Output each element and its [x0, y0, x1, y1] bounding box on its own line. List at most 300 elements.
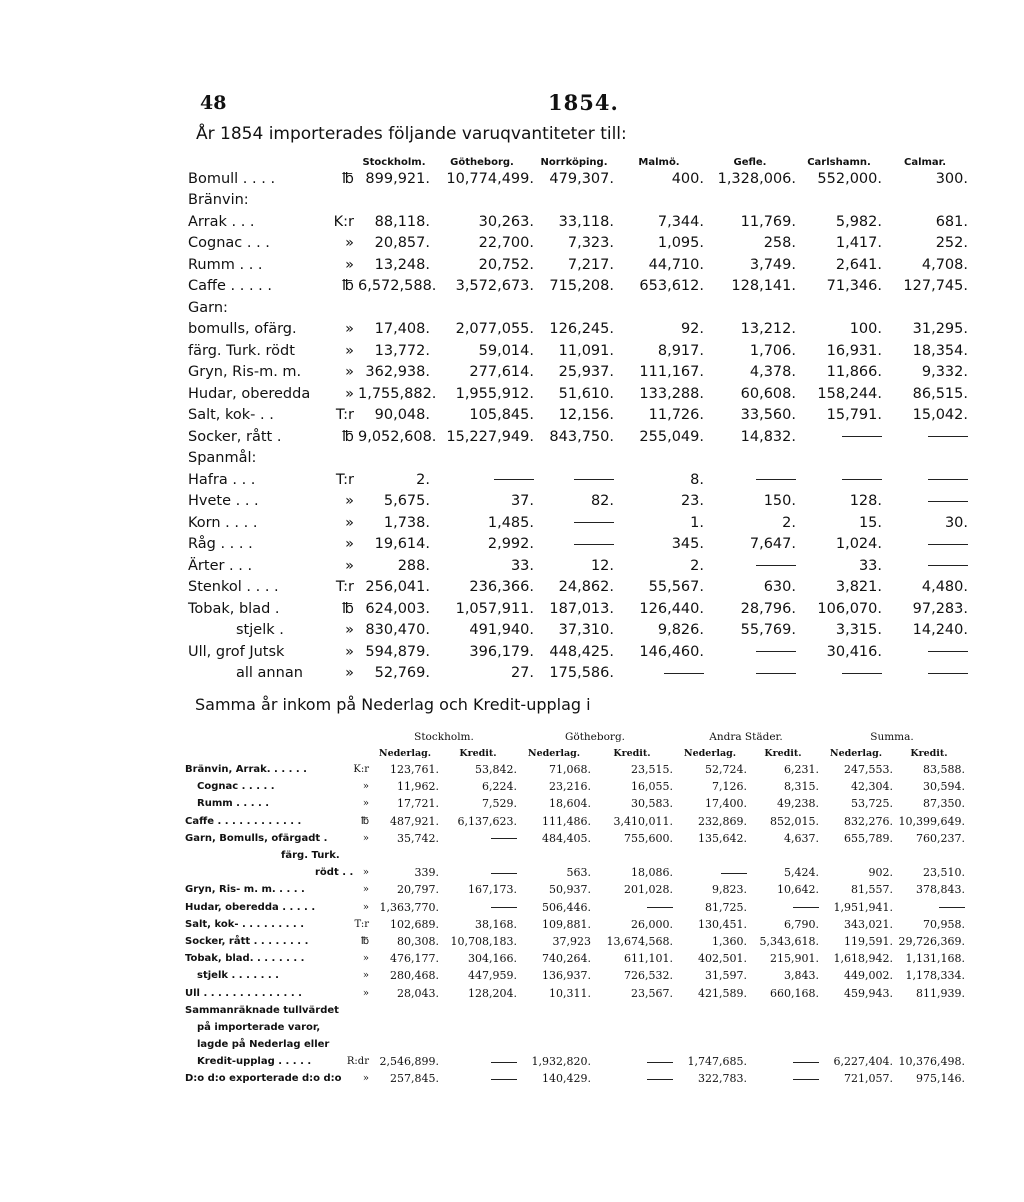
dash-mark [574, 544, 614, 545]
row-label: Korn . . . . [188, 514, 258, 531]
table-cell: 10,708,183. [450, 934, 517, 948]
table-cell: 12,156. [558, 407, 614, 424]
row-label: färg. Turk. [281, 850, 340, 862]
table-cell: 59,014. [478, 342, 534, 359]
table-cell [591, 1036, 673, 1053]
table-cell [673, 847, 747, 864]
table-cell [819, 1019, 893, 1036]
table-cell [534, 512, 614, 534]
table-cell: 4,637. [784, 831, 819, 845]
table-row [188, 598, 968, 620]
row-unit: R:dr [346, 1056, 369, 1068]
table-cell: 5,675. [383, 493, 430, 510]
table-cell: 1,057,911. [455, 600, 534, 617]
row-label: Råg . . . . [188, 536, 253, 553]
table-cell: 449,002. [844, 969, 893, 983]
table-cell [591, 1070, 673, 1087]
table-cell: 10,311. [549, 986, 591, 1000]
table-cell: 119,591. [844, 934, 893, 948]
row-unit: » [362, 798, 369, 810]
table-cell: 86,515. [912, 385, 968, 402]
table-cell: 630. [763, 579, 796, 596]
table-cell [819, 1036, 893, 1053]
table-cell: 288. [397, 557, 430, 574]
table-cell: 87,350. [923, 797, 965, 811]
table-row [185, 847, 965, 864]
table-cell: 339. [414, 866, 439, 880]
table-cell: 2,546,899. [379, 1055, 439, 1069]
row-label: Garn, Bomulls, ofärgadt . [185, 832, 328, 844]
table-cell: 378,843. [916, 883, 965, 897]
table-cell: 70,958. [923, 917, 965, 931]
dash-mark [928, 501, 968, 502]
table-cell: 1,951,941. [833, 900, 893, 914]
table-cell: 3,843. [784, 969, 819, 983]
table-cell: 811,939. [916, 986, 965, 1000]
table-cell [704, 663, 796, 685]
table-cell: 23,567. [631, 986, 673, 1000]
table-cell: 400. [671, 170, 704, 187]
dash-mark [928, 436, 968, 437]
table-cell: 80,308. [397, 934, 439, 948]
table-cell: 7,344. [657, 213, 704, 230]
row-unit: » [345, 536, 354, 553]
table-cell: 111,486. [542, 814, 591, 828]
sub-header: Nederlag. [683, 747, 737, 759]
col-header: Norrköping. [540, 157, 608, 168]
table-cell: 25,937. [558, 364, 614, 381]
table-cell: 1,328,006. [717, 170, 796, 187]
row-label: Caffe . . . . . . . . . . . . [185, 815, 302, 827]
table-cell: 128,141. [731, 278, 796, 295]
table-cell: 90,048. [374, 407, 430, 424]
table-row [188, 211, 968, 233]
dash-mark [574, 479, 614, 480]
table-cell: 9,826. [657, 622, 704, 639]
table-cell [882, 534, 968, 556]
table-cell: 3,572,673. [455, 278, 534, 295]
row-label: Sammanräknade tullvärdet [185, 1004, 339, 1016]
table-cell: 624,003. [365, 600, 430, 617]
row-unit: » [345, 514, 354, 531]
table-cell [747, 847, 819, 864]
table-cell: 1,755,882. [358, 385, 437, 402]
table-row [185, 1036, 965, 1053]
table-row [188, 620, 968, 642]
dash-mark [842, 436, 882, 437]
row-unit: ℔ [360, 815, 369, 827]
row-unit: » [362, 1073, 369, 1085]
row-unit [345, 847, 371, 864]
table-cell: 88,118. [374, 213, 430, 230]
row-unit: » [345, 321, 354, 338]
table-cell: 10,399,649. [898, 814, 965, 828]
row-unit: » [345, 364, 354, 381]
table-row [188, 534, 968, 556]
row-unit: » [362, 953, 369, 965]
table-cell: 506,446. [542, 900, 591, 914]
row-unit: » [362, 884, 369, 896]
table-cell: 33,118. [558, 213, 614, 230]
table-cell: 1,417. [835, 235, 882, 252]
row-label: Bränvin, Arrak. . . . . . [185, 764, 307, 776]
row-unit: K:r [353, 764, 369, 776]
table-cell: 8,917. [657, 342, 704, 359]
dash-mark [842, 479, 882, 480]
table-cell [882, 641, 968, 663]
table-cell [371, 1019, 439, 1036]
table-cell: 146,460. [639, 643, 704, 660]
table-cell [673, 864, 747, 881]
table-cell: 24,862. [558, 579, 614, 596]
table-cell [747, 1019, 819, 1036]
table-cell: 49,238. [777, 797, 819, 811]
table-cell [882, 426, 968, 448]
table-cell: 1,932,820. [531, 1055, 591, 1069]
table-cell: 258. [763, 235, 796, 252]
row-unit: » [345, 643, 354, 660]
table-row [188, 319, 968, 341]
row-label: stjelk . . . . . . . [197, 970, 279, 982]
table-cell: 15. [858, 514, 882, 531]
table-cell [893, 1002, 965, 1019]
table-row [185, 1053, 965, 1070]
table-cell: 3,315. [835, 622, 882, 639]
row-unit: T:r [335, 579, 354, 596]
row-label: bomulls, ofärg. [188, 321, 297, 338]
table-cell: 136,937. [542, 969, 591, 983]
table-cell: 9,823. [712, 883, 747, 897]
table-cell [819, 1002, 893, 1019]
section-row [188, 297, 968, 319]
table-cell: 18,354. [912, 342, 968, 359]
import-table [188, 154, 968, 684]
table-cell: 23. [680, 493, 704, 510]
col-header: Calmar. [904, 157, 946, 168]
row-unit: » [362, 867, 369, 879]
row-label: Cognac . . . . . [197, 781, 275, 793]
table-cell [439, 899, 517, 916]
table-cell: 1,618,942. [833, 952, 893, 966]
table-cell: 37,923 [552, 934, 591, 948]
table-cell: 2. [782, 514, 796, 531]
table-cell: 345. [671, 536, 704, 553]
table-cell: 18,604. [549, 797, 591, 811]
table-cell [591, 1002, 673, 1019]
table-cell: 23,510. [923, 866, 965, 880]
sub-header: Kredit. [910, 747, 948, 759]
table-row [188, 276, 968, 298]
table-cell: 6,572,588. [358, 278, 437, 295]
dash-mark [647, 907, 673, 908]
table-cell: 5,982. [835, 213, 882, 230]
row-label: Kredit-upplag . . . . . [197, 1056, 312, 1068]
table-cell: 655,789. [844, 831, 893, 845]
table-cell: 3,410,011. [613, 814, 673, 828]
table-cell: 232,869. [698, 814, 747, 828]
table-cell: 102,689. [390, 917, 439, 931]
table-cell: 4,378. [749, 364, 796, 381]
table-cell: 82. [590, 493, 614, 510]
table-cell: 38,168. [475, 917, 517, 931]
table-cell: 106,070. [817, 600, 882, 617]
col-header: Malmö. [638, 157, 680, 168]
row-label: Salt, kok- . . [188, 407, 274, 424]
table-cell: 11,962. [397, 780, 439, 794]
row-label: Ull, grof Jutsk [188, 643, 285, 660]
table-cell: 611,101. [624, 952, 673, 966]
table-cell: 28,796. [740, 600, 796, 617]
table-cell: 167,173. [468, 883, 517, 897]
row-unit: T:r [354, 918, 369, 930]
table-cell: 175,586. [549, 665, 614, 682]
table-row [188, 383, 968, 405]
table-cell: 7,529. [482, 797, 517, 811]
import-heading: År 1854 importerades följande varuqvantiteter till: [196, 124, 627, 144]
row-label: Caffe . . . . . [188, 278, 273, 295]
table-cell: 37,310. [558, 622, 614, 639]
dash-mark [491, 873, 517, 874]
row-unit [345, 1002, 371, 1019]
row-unit: » [345, 256, 354, 273]
table-row [185, 984, 965, 1001]
row-unit: » [362, 832, 369, 844]
table-cell: 30,583. [631, 797, 673, 811]
table-row [185, 916, 965, 933]
table-cell: 10,376,498. [898, 1055, 965, 1069]
dash-mark [928, 565, 968, 566]
table-cell [517, 1002, 591, 1019]
row-label: Socker, rått . . . . . . . . [185, 935, 309, 947]
table-cell: 37. [510, 493, 534, 510]
table-cell: 2,641. [835, 256, 882, 273]
table-cell: 740,264. [542, 952, 591, 966]
table-cell [517, 847, 591, 864]
warehouse-heading: Samma år inkom på Nederlag och Kredit-upplag i [195, 695, 591, 714]
dash-mark [928, 479, 968, 480]
table-cell [439, 847, 517, 864]
group-header: Götheborg. [564, 731, 626, 743]
table-cell: 899,921. [365, 170, 430, 187]
dash-mark [756, 673, 796, 674]
table-cell: 13,772. [374, 342, 430, 359]
table-cell: 100. [849, 321, 882, 338]
table-cell: 42,304. [851, 780, 893, 794]
row-label: all annan [236, 665, 303, 682]
table-cell: 52,769. [374, 665, 430, 682]
table-row [188, 426, 968, 448]
table-row [185, 795, 965, 812]
section-label: Bränvin: [188, 192, 249, 209]
table-cell [882, 663, 968, 685]
table-cell: 2. [690, 557, 704, 574]
table-cell: 97,283. [912, 600, 968, 617]
warehouse-table [185, 729, 965, 1088]
table-cell [882, 491, 968, 513]
row-unit: » [362, 987, 369, 999]
dash-mark [647, 1062, 673, 1063]
table-cell: 9,332. [921, 364, 968, 381]
table-cell: 22,700. [478, 235, 534, 252]
table-cell: 1,363,770. [379, 900, 439, 914]
table-cell [591, 847, 673, 864]
table-cell: 8. [690, 471, 704, 488]
table-cell: 9,052,608. [358, 428, 437, 445]
row-label: Gryn, Ris- m. m. . . . . [185, 884, 305, 896]
table-row [188, 233, 968, 255]
table-cell: 51,610. [558, 385, 614, 402]
table-cell [534, 469, 614, 491]
row-label: Gryn, Ris-m. m. [188, 364, 302, 381]
table-cell: 150. [763, 493, 796, 510]
table-cell: 552,000. [817, 170, 882, 187]
table-cell: 1,747,685. [687, 1055, 747, 1069]
table-row [185, 950, 965, 967]
sub-header: Nederlag. [527, 747, 581, 759]
table-cell [591, 1053, 673, 1070]
table-cell: 133,288. [639, 385, 704, 402]
table-cell: 15,042. [912, 407, 968, 424]
dash-mark [756, 565, 796, 566]
warehouse-group-header [185, 729, 965, 745]
table-cell: 402,501. [698, 952, 747, 966]
table-cell: 35,742. [397, 831, 439, 845]
table-cell: 60,608. [740, 385, 796, 402]
table-row [188, 405, 968, 427]
sub-header: Kredit. [459, 747, 497, 759]
table-cell: 277,614. [469, 364, 534, 381]
table-cell: 563. [566, 866, 591, 880]
table-cell: 71,068. [549, 763, 591, 777]
group-header: Stockholm. [414, 731, 474, 743]
row-label: stjelk . [236, 622, 284, 639]
table-cell: 681. [935, 213, 968, 230]
table-row [188, 362, 968, 384]
table-cell [371, 847, 439, 864]
table-cell: 20,857. [374, 235, 430, 252]
table-cell [893, 1019, 965, 1036]
table-cell: 421,589. [698, 986, 747, 1000]
row-label: på importerade varor, [197, 1021, 321, 1033]
table-cell: 7,126. [712, 780, 747, 794]
dash-mark [928, 651, 968, 652]
dash-mark [491, 1062, 517, 1063]
dash-mark [928, 544, 968, 545]
table-cell [893, 847, 965, 864]
col-header: Stockholm. [362, 157, 426, 168]
row-unit: T:r [335, 471, 354, 488]
table-cell [430, 469, 534, 491]
table-cell: 448,425. [549, 643, 614, 660]
table-row [188, 469, 968, 491]
table-cell [673, 1019, 747, 1036]
table-cell: 30,263. [478, 213, 534, 230]
table-cell: 30. [944, 514, 968, 531]
table-cell: 130,451. [698, 917, 747, 931]
table-cell: 322,783. [698, 1072, 747, 1086]
table-cell: 257,845. [390, 1072, 439, 1086]
row-unit: » [362, 970, 369, 982]
table-cell: 852,015. [770, 814, 819, 828]
table-cell: 33. [858, 557, 882, 574]
table-cell: 1,024. [835, 536, 882, 553]
table-cell: 20,797. [397, 883, 439, 897]
table-cell: 1,178,334. [905, 969, 965, 983]
import-table-header [188, 154, 968, 168]
row-label: Socker, rått . [188, 428, 282, 445]
table-cell [747, 1036, 819, 1053]
table-cell: 23,515. [631, 763, 673, 777]
row-label: lagde på Nederlag eller [197, 1039, 330, 1051]
table-cell [439, 1053, 517, 1070]
table-cell [614, 663, 704, 685]
table-cell: 8,315. [784, 780, 819, 794]
table-cell: 660,168. [770, 986, 819, 1000]
row-unit: » [345, 493, 354, 510]
table-cell [439, 1019, 517, 1036]
table-cell: 3,749. [749, 256, 796, 273]
row-unit: ℔ [360, 935, 369, 947]
dash-mark [793, 1062, 819, 1063]
table-cell: 16,931. [826, 342, 882, 359]
table-cell: 13,212. [740, 321, 796, 338]
table-row [188, 340, 968, 362]
table-cell: 5,424. [784, 866, 819, 880]
table-cell: 343,021. [844, 917, 893, 931]
row-label: Cognac . . . [188, 235, 270, 252]
row-label: rödt . . [315, 867, 354, 879]
table-cell: 2,077,055. [455, 321, 534, 338]
row-unit: » [345, 665, 354, 682]
table-cell: 11,726. [648, 407, 704, 424]
table-row [185, 761, 965, 778]
table-cell: 1,485. [487, 514, 534, 531]
table-cell: 6,137,623. [457, 814, 517, 828]
table-cell [704, 469, 796, 491]
dash-mark [574, 522, 614, 523]
table-cell: 1,360. [712, 934, 747, 948]
table-cell: 832,276. [844, 814, 893, 828]
table-cell: 7,647. [749, 536, 796, 553]
table-cell: 975,146. [916, 1072, 965, 1086]
table-row [188, 577, 968, 599]
table-row [185, 1002, 965, 1019]
dash-mark [928, 673, 968, 674]
row-unit: » [345, 385, 354, 402]
row-unit: ℔ [342, 428, 354, 445]
dash-mark [842, 673, 882, 674]
table-cell: 29,726,369. [898, 934, 965, 948]
table-cell: 53,842. [475, 763, 517, 777]
row-unit [345, 1019, 371, 1036]
table-cell: 31,295. [912, 321, 968, 338]
dash-mark [664, 673, 704, 674]
sub-header: Kredit. [764, 747, 802, 759]
dash-mark [494, 479, 534, 480]
table-cell: 123,761. [390, 763, 439, 777]
row-unit: T:r [335, 407, 354, 424]
row-label: Hudar, oberedda [188, 385, 311, 402]
table-cell [371, 1002, 439, 1019]
sub-header: Kredit. [613, 747, 651, 759]
group-header: Summa. [870, 731, 914, 743]
sub-header: Nederlag. [829, 747, 883, 759]
section-label: Garn: [188, 299, 228, 316]
table-cell: 50,937. [549, 883, 591, 897]
table-cell [591, 899, 673, 916]
table-cell: 28,043. [397, 986, 439, 1000]
table-cell: 4,480. [921, 579, 968, 596]
